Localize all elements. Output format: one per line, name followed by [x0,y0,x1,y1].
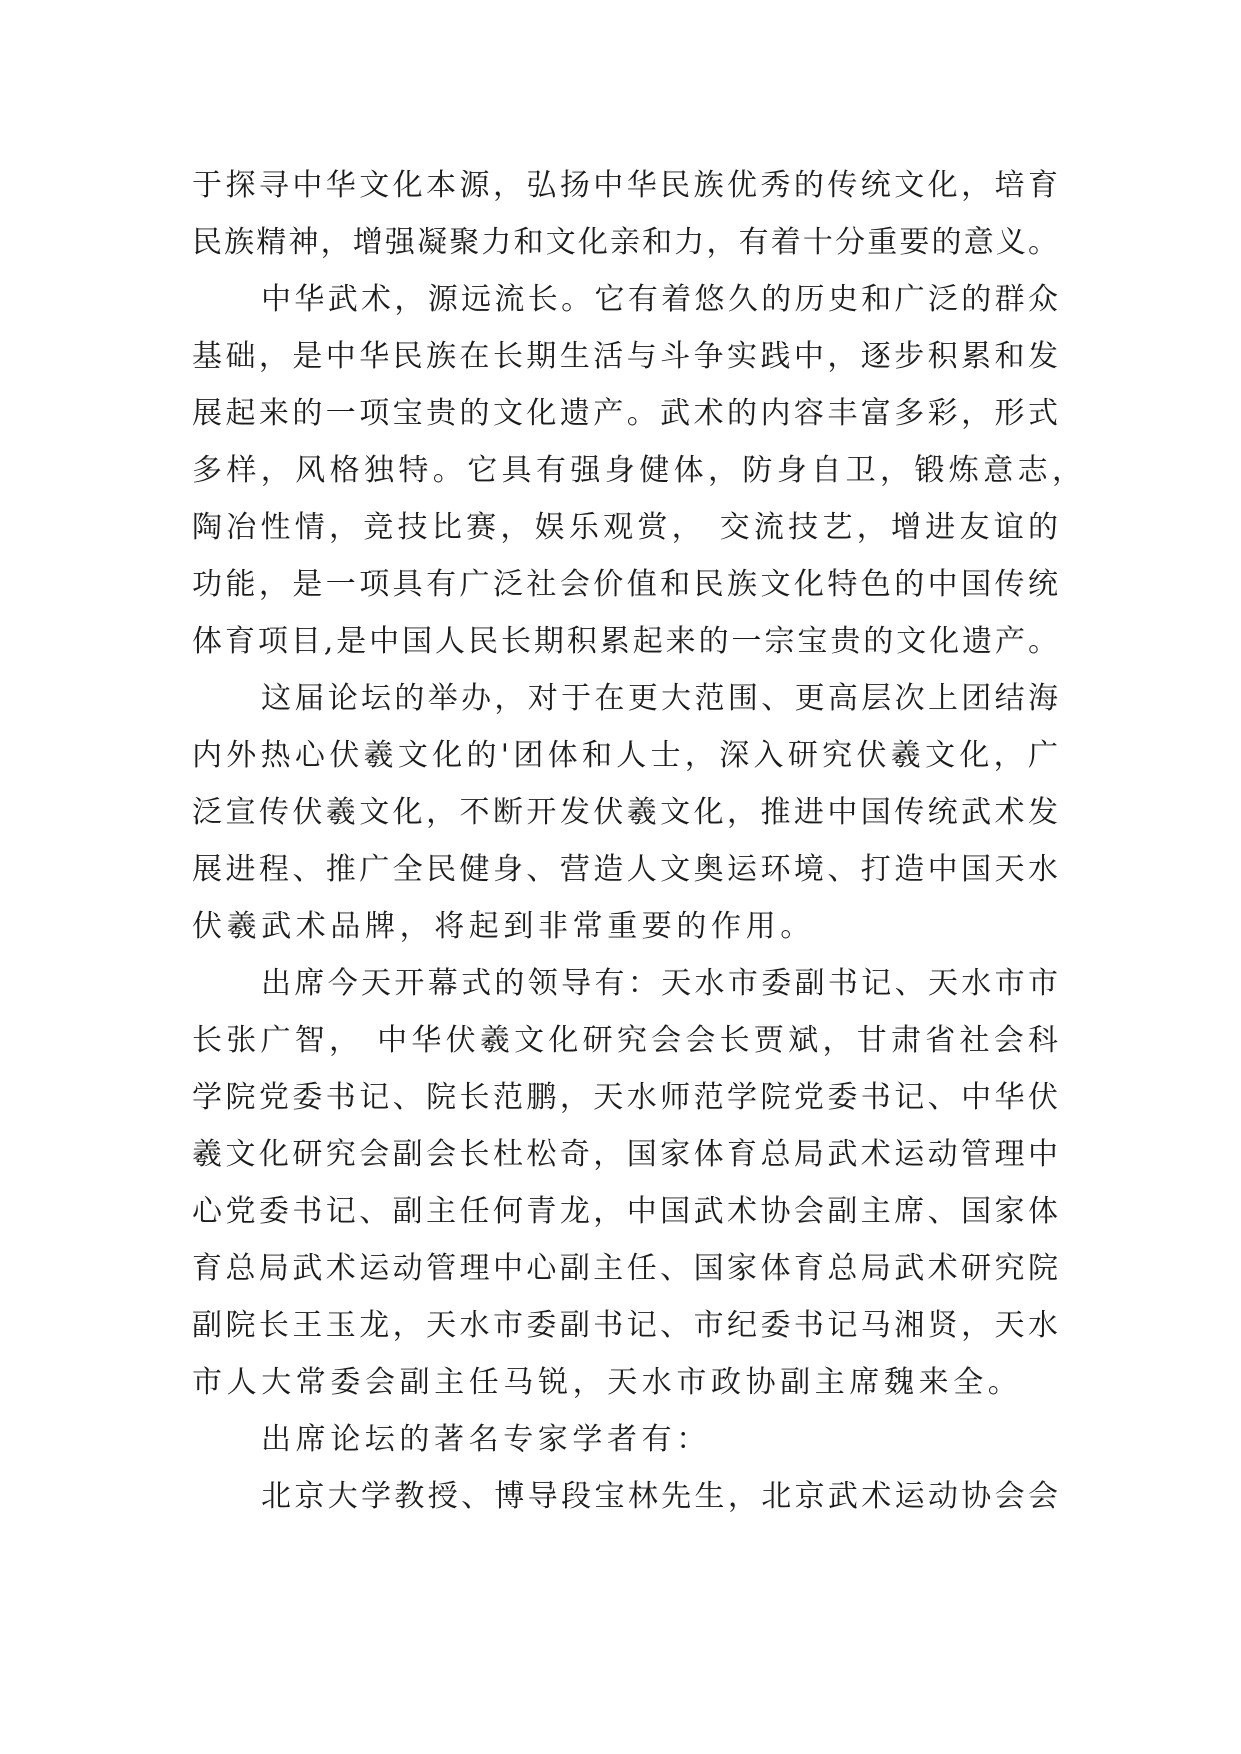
text-line: 伏羲武术品牌，将起到非常重要的作用。 [192,909,815,944]
paragraph [192,670,1058,955]
text-line: 内外热心伏羲文化的'团体和人士，深入研究伏羲文化，广 [192,738,1058,773]
text-line: 展进程、推广全民健身、营造人文奥运环境、打造中国天水 [192,852,1058,887]
text-line: 副院长王玉龙，天水市委副书记、市纪委书记马湘贤，天水 [192,1308,1058,1343]
paragraph [192,1468,1058,1525]
text-line: 功能，是一项具有广泛社会价值和民族文化特色的中国传统 [192,567,1058,602]
text-line: 这届论坛的举办，对于在更大范围、更高层次上团结海 [261,681,1058,716]
paragraph [192,1411,1058,1468]
text-line: 陶冶性情，竞技比赛，娱乐观赏， 交流技艺，增进友谊的 [192,510,1058,545]
text-line: 中华武术，源远流长。它有着悠久的历史和广泛的群众 [261,282,1058,317]
text-line: 基础，是中华民族在长期生活与斗争实践中，逐步积累和发 [192,339,1058,374]
text-line: 出席今天开幕式的领导有：天水市委副书记、天水市市 [261,966,1058,1001]
text-line: 心党委书记、副主任何青龙，中国武术协会副主席、国家体 [192,1194,1058,1229]
text-line: 长张广智， 中华伏羲文化研究会会长贾斌，甘肃省社会科 [192,1023,1058,1058]
paragraph [192,271,1082,670]
text-line: 市人大常委会副主任马锐，天水市政协副主席魏来全。 [192,1365,1023,1400]
text-line: 北京大学教授、博导段宝林先生，北京武术运动协会会 [261,1479,1058,1514]
paragraph [192,157,1058,271]
text-line: 泛宣传伏羲文化，不断开发伏羲文化，推进中国传统武术发 [192,795,1058,830]
text-line: 羲文化研究会副会长杜松奇，国家体育总局武术运动管理中 [192,1137,1058,1172]
text-line: 展起来的一项宝贵的文化遗产。武术的内容丰富多彩，形式 [192,396,1058,431]
paragraph [192,955,1058,1411]
text-line: 学院党委书记、院长范鹏，天水师范学院党委书记、中华伏 [192,1080,1058,1115]
text-line: 多样，风格独特。它具有强身健体，防身自卫，锻炼意志， [192,453,1082,488]
text-line: 民族精神，增强凝聚力和文化亲和力，有着十分重要的意义。 [192,225,1058,260]
body-text [192,157,1082,1525]
text-line: 育总局武术运动管理中心副主任、国家体育总局武术研究院 [192,1251,1058,1286]
text-line: 体育项目,是中国人民长期积累起来的一宗宝贵的文化遗产。 [192,624,1058,659]
text-line: 出席论坛的著名专家学者有： [261,1422,711,1457]
text-line: 于探寻中华文化本源，弘扬中华民族优秀的传统文化，培育 [192,168,1058,203]
